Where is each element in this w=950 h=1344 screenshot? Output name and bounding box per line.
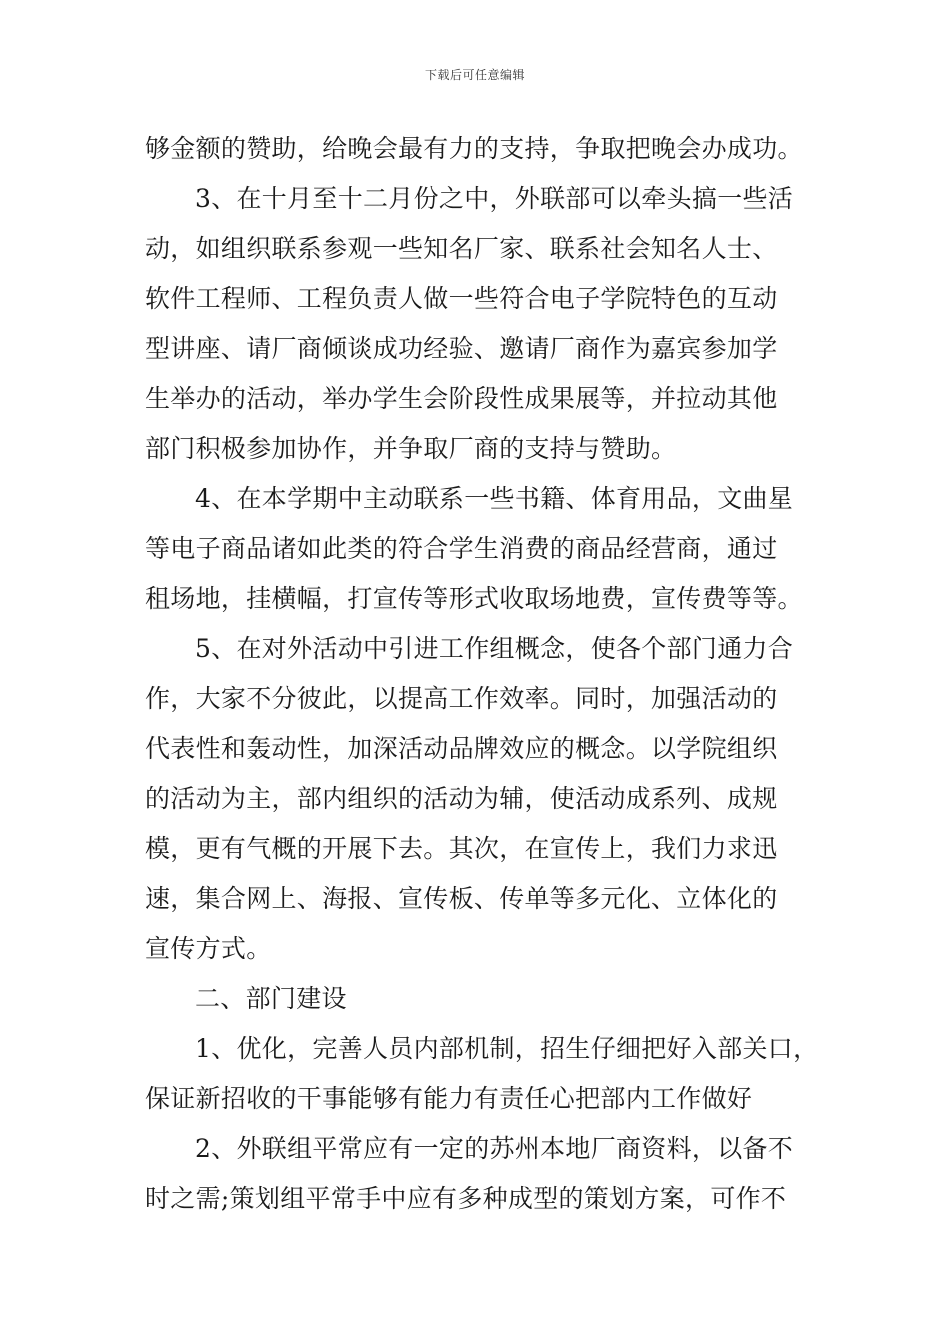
text-line: 软件工程师、工程负责人做一些符合电子学院特色的互动 — [145, 284, 778, 313]
text-line: 3、在十月至十二月份之中，外联部可以牵头搞一些活 — [195, 184, 794, 213]
text-line: 的活动为主，部内组织的活动为辅，使活动成系列、成规 — [145, 784, 778, 813]
text-line: 作，大家不分彼此，以提高工作效率。同时，加强活动的 — [145, 684, 778, 713]
text-line: 租场地，挂横幅，打宣传等形式收取场地费，宣传费等等。 — [145, 584, 803, 613]
section-heading: 二、部门建设 — [195, 984, 347, 1013]
text-line: 速，集合网上、海报、宣传板、传单等多元化、立体化的 — [145, 884, 778, 913]
text-line: 等电子商品诸如此类的符合学生消费的商品经营商，通过 — [145, 534, 778, 563]
text-line: 部门积极参加协作，并争取厂商的支持与赞助。 — [145, 434, 677, 463]
page-header: 下载后可任意编辑 — [424, 68, 525, 82]
text-line: 时之需;策划组平常手中应有多种成型的策划方案，可作不 — [145, 1184, 787, 1213]
text-line: 1、优化，完善人员内部机制，招生仔细把好入部关口， — [195, 1034, 819, 1063]
text-line: 5、在对外活动中引进工作组概念，使各个部门通力合 — [195, 634, 794, 663]
text-line: 型讲座、请厂商倾谈成功经验、邀请厂商作为嘉宾参加学 — [145, 334, 778, 363]
text-line: 生举办的活动，举办学生会阶段性成果展等，并拉动其他 — [145, 384, 778, 413]
text-line: 2、外联组平常应有一定的苏州本地厂商资料，以备不 — [195, 1134, 794, 1163]
text-line: 4、在本学期中主动联系一些书籍、体育用品，文曲星 — [195, 484, 794, 513]
text-line: 宣传方式。 — [145, 934, 272, 963]
text-line: 模，更有气概的开展下去。其次，在宣传上，我们力求迅 — [145, 834, 778, 863]
text-line: 够金额的赞助，给晚会最有力的支持，争取把晚会办成功。 — [145, 134, 803, 163]
text-line: 动，如组织联系参观一些知名厂家、联系社会知名人士、 — [145, 234, 778, 263]
text-line: 保证新招收的干事能够有能力有责任心把部内工作做好 — [145, 1084, 753, 1113]
document-body — [145, 124, 819, 1224]
text-line: 代表性和轰动性，加深活动品牌效应的概念。以学院组织 — [145, 734, 778, 763]
